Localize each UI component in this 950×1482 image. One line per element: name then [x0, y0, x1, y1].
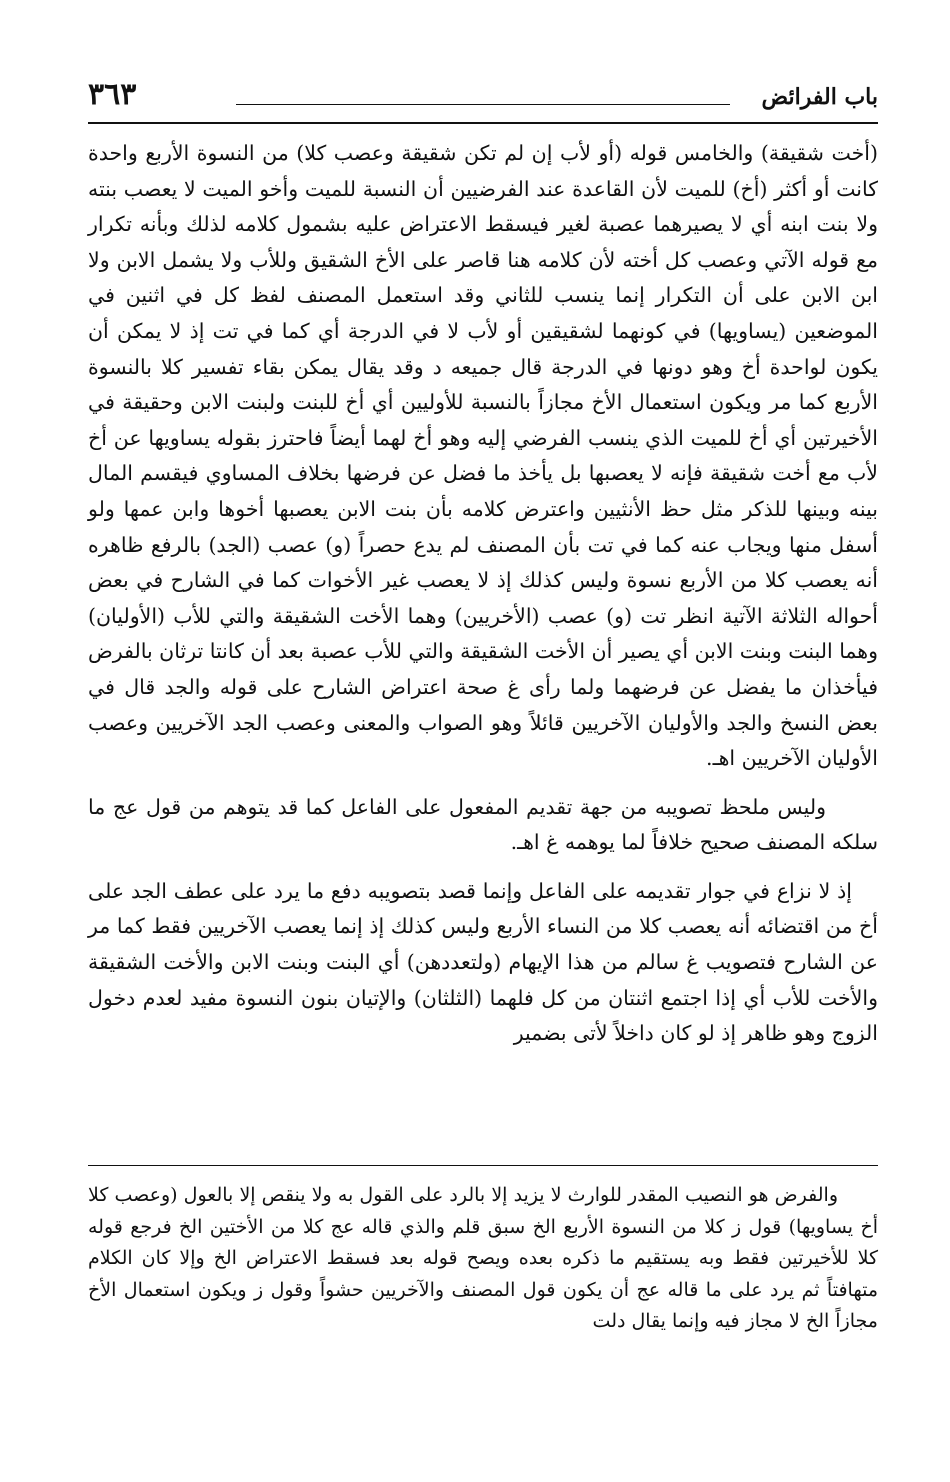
- header-rule: [88, 122, 878, 124]
- running-header: [88, 77, 878, 116]
- main-paragraph: وليس ملحظ تصويبه من جهة تقديم المفعول على الفاعل كما قد يتوهم من قول عج ما سلكه المصنف صحيح خلافاً لما يوهمه غ اهـ.: [88, 794, 878, 855]
- main-text: [88, 136, 878, 1052]
- footnote-paragraph: والفرض هو النصيب المقدر للوارث لا يزيد إلا بالرد على القول به ولا ينقص إلا بالعول (وعصب كلا أخ يساويها) قول ز كلا من النسوة الأربع الخ سبق قلم والذي قاله عج كلا من الأختين الخ فرجع قوله كلا للأخيرتين فقط وبه يستقيم ما ذكره بعده ويصح قوله بعد فسقط الاعتراض الخ وإلا كان الكلام متهافتاً ثم يرد على ما قاله عج أن يكون قول المصنف والآخريين حشواً وقول ز ويكون استعمال الأخ مجازاً الخ لا مجاز فيه وإنما يقال دلت: [88, 1184, 878, 1332]
- chapter-title: باب الفرائض: [761, 84, 878, 110]
- footnotes: [88, 1180, 878, 1338]
- footnote-separator: [88, 1165, 878, 1166]
- page-number: ٣٦٣: [88, 77, 137, 112]
- main-paragraph: إذ لا نزاع في جوار تقديمه على الفاعل وإنما قصد بتصويبه دفع ما يرد على عطف الجد على أخ من اقتضائه أنه يعصب كلا من النساء الأربع وليس كذلك إذ إنما يعصب الآخريين فقط كما مر عن الشارح فتصويب غ سالم من هذا الإيهام (ولتعددهن) أي البنت وبنت الابن والأخت الشقيقة والأخت للأب أي إذا اجتمع اثنتان من كل فلهما (الثلثان) والإتيان بنون النسوة مفيد لعدم دخول الزوج وهو ظاهر إذ لو كان داخلاً لأتى بضمير: [88, 878, 878, 1046]
- main-paragraph: (أخت شقيقة) والخامس قوله (أو لأب إن لم تكن شقيقة وعصب كلا) من النسوة الأربع واحدة كانت أو أكثر (أخ) للميت لأن القاعدة عند الفرضيين أن النسبة للميت وأخو الميت لا يعصب بنته ولا بنت ابنه أي لا يصيرهما عصبة لغير فيسقط الاعتراض عليه بشمول كلامه لذلك وبأنه تكرار مع قوله الآتي وعصب كل أخته لأن كلامه هنا قاصر على الأخ الشقيق وللأب ولا يشمل الابن ولا ابن الابن على أن التكرار إنما ينسب للثاني وقد استعمل المصنف لفظ كل في اثنين في الموضعين (يساويها) في كونهما لشقيقين أو لأب لا في الدرجة أي كما في تت إذ لا يمكن أن يكون لواحدة أخ وهو دونها في الدرجة قال جميعه د وقد يقال يمكن بقاء تفسير كلا بالنسوة الأربع كما مر ويكون استعمال الأخ مجازاً بالنسبة للأوليين أي أخ للبنت ولبنت الابن وحقيقة في الأخيرتين أي أخ للميت الذي ينسب الفرضي إليه وهو أخ لهما أيضاً فاحترز بقوله يساويها عن أخ لأب مع أخت شقيقة فإنه لا يعصبها بل يأخذ ما فضل عن فرضها بخلاف المساوي فيقسم المال بينه وبينها للذكر مثل حظ الأنثيين واعترض كلامه بأن بنت الابن يعصبها أخوها وابن عمها ولو أسفل منها ويجاب عنه كما في تت بأن المصنف لم يدع حصراً (و) عصب (الجد) بالرفع ظاهره أنه يعصب كلا من الأربع نسوة وليس كذلك إذ لا يعصب غير الأخوات كما في الشارح في بعض أحواله الثلاثة الآتية انظر تت (و) عصب (الأخريين) وهما الأخت الشقيقة والتي للأب (الأوليان) وهما البنت وبنت الابن أي يصير أن الأخت الشقيقة والتي للأب عصبة بعد أن كانتا ترثان بالفرض فيأخذان ما يفضل عن فرضهما ولما رأى غ صحة اعتراض الشارح على قوله والجد قال في بعض النسخ والجد والأوليان الآخريين قائلاً وهو الصواب والمعنى وعصب الجد الآخريين وعصب الأوليان الآخريين اهـ.: [88, 141, 878, 771]
- header-dash-line: [236, 104, 730, 105]
